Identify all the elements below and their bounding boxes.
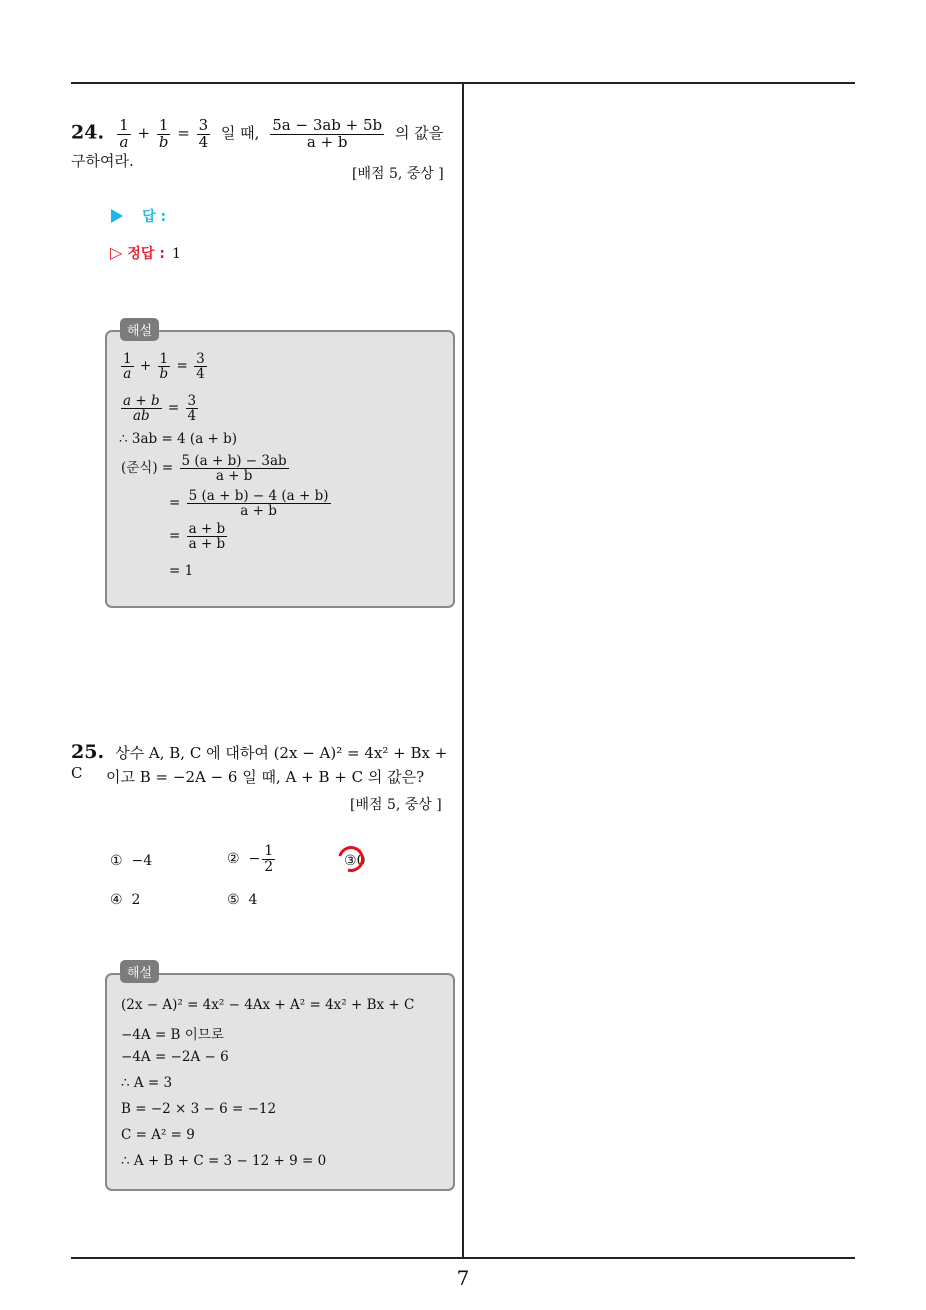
choice-4[interactable]: ④ 2 bbox=[110, 892, 141, 908]
selected-mark-icon bbox=[333, 841, 369, 877]
solution-line: −4A = B 이므로 bbox=[121, 1027, 224, 1043]
solution-line: = $\frac{a + b}{a + b}$ bbox=[169, 521, 226, 553]
solution-line: = 1 bbox=[169, 563, 194, 579]
solution-line: $\frac{a + b}{ab}$ = $\frac{3}{4}$ bbox=[123, 393, 197, 425]
solution-line: −4A = −2A − 6 bbox=[121, 1049, 229, 1065]
correct-value: 1 bbox=[172, 246, 181, 262]
fraction: $\frac{1}{a}$ bbox=[119, 116, 129, 151]
question-24 bbox=[71, 118, 461, 170]
answer-label: 답 : bbox=[142, 209, 167, 225]
score-label: [배점 5, 중상 ] bbox=[352, 166, 444, 182]
choice-5[interactable]: ⑤ 4 bbox=[227, 892, 258, 908]
solution-line: ∴ A = 3 bbox=[121, 1075, 173, 1091]
solution-line: B = −2 × 3 − 6 = −12 bbox=[121, 1101, 277, 1117]
question-number: 24. bbox=[71, 121, 105, 144]
answer-row bbox=[111, 206, 166, 226]
solution-tag: 해설 bbox=[120, 318, 159, 341]
solution-line: ∴ A + B + C = 3 − 12 + 9 = 0 bbox=[121, 1153, 327, 1169]
fraction: $\frac{1}{b}$ bbox=[158, 116, 169, 151]
solution-line: ∴ 3ab = 4 (a + b) bbox=[119, 431, 238, 447]
correct-label: 정답 : bbox=[127, 246, 165, 262]
solution-line: C = A² = 9 bbox=[121, 1127, 195, 1143]
page-number: 7 bbox=[456, 1266, 470, 1290]
score-label: [배점 5, 중상 ] bbox=[350, 797, 442, 813]
fraction: $\frac{3}{4}$ bbox=[198, 116, 209, 151]
solution-tag: 해설 bbox=[120, 960, 159, 983]
solution-line: (준식) = $\frac{5 (a + b) - 3ab}{a + b}$ bbox=[121, 453, 287, 485]
outline-triangle-icon: ▷ bbox=[110, 243, 123, 262]
solution-line: = $\frac{5 (a + b) - 4 (a + b)}{a + b}$ bbox=[169, 488, 329, 520]
solution-box-24 bbox=[105, 330, 455, 608]
play-triangle-icon bbox=[111, 209, 123, 223]
solution-line: (2x − A)² = 4x² − 4Ax + A² = 4x² + Bx + C bbox=[121, 997, 415, 1013]
column-divider bbox=[462, 82, 464, 1259]
correct-answer-row bbox=[110, 243, 181, 263]
choice-2[interactable]: ② − $\frac{1}{2}$ bbox=[227, 843, 274, 875]
bottom-rule bbox=[71, 1257, 855, 1259]
choice-1[interactable]: ① −4 bbox=[110, 853, 153, 869]
question-text: $\frac{1}{a}$ + $\frac{1}{b}$ = $\frac{3}{4}$ 일 때, $\frac{5a - 3ab + 5b}{a + b}$ 의 값을 구하여라. bbox=[71, 116, 444, 170]
solution-line: $\frac{1}{a}$ + $\frac{1}{b}$ = $\frac{3}{4}$ bbox=[123, 351, 205, 383]
question-line-1: 상수 A, B, C 에 대하여 (2x − A)² = 4x² + Bx + C bbox=[71, 744, 448, 782]
fraction: $\frac{5a - 3ab + 5b}{a + b}$ bbox=[272, 116, 383, 151]
choice-3[interactable]: ③ 0 bbox=[344, 853, 365, 869]
question-line-2: 이고 B = −2A − 6 일 때, A + B + C 의 값은? bbox=[106, 768, 425, 786]
question-number: 25. bbox=[71, 741, 105, 763]
solution-box-25 bbox=[105, 973, 455, 1191]
